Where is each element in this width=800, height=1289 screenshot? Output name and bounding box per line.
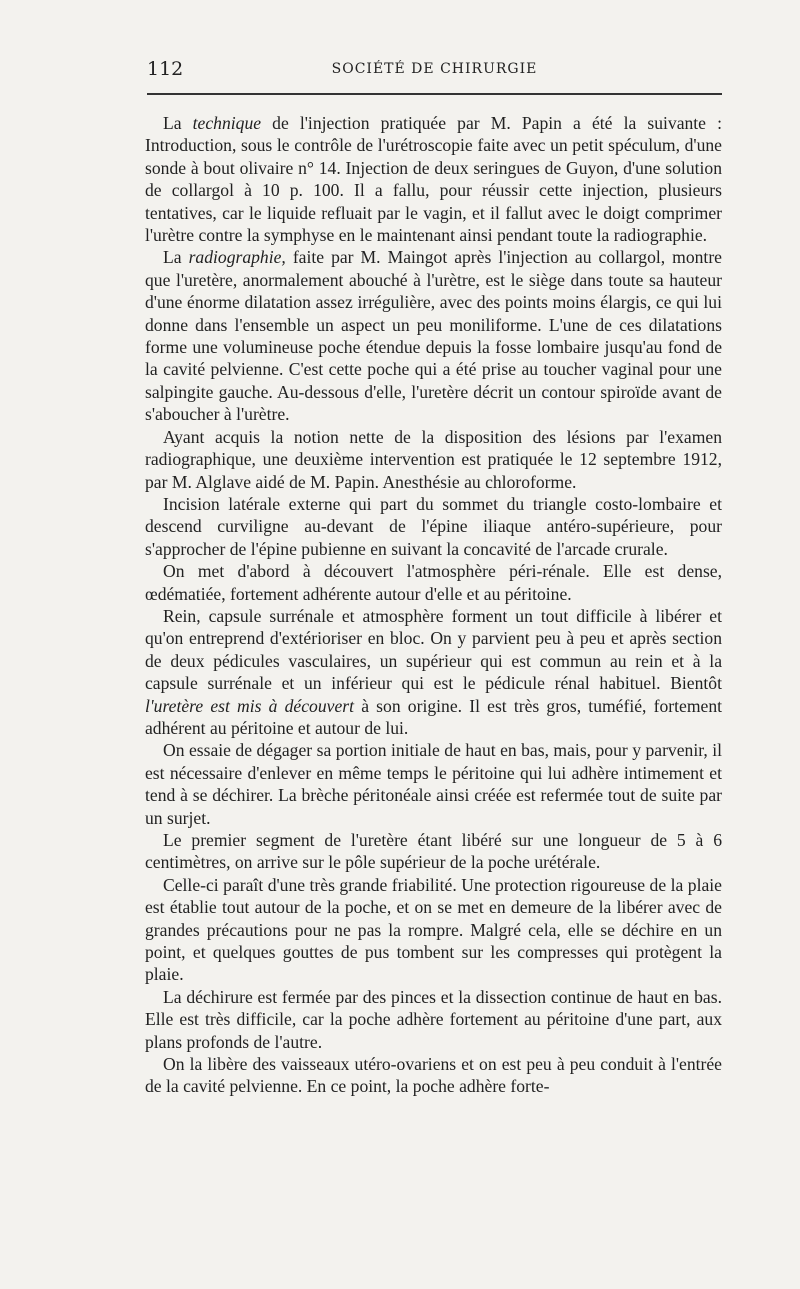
running-title: SOCIÉTÉ DE CHIRURGIE — [331, 61, 538, 77]
paragraph: La radiographie, faite par M. Maingot après l'injection au collargol, montre que l'uretère, anormalement abouché à l'urètre, est le siège dans toute sa hauteur d'une énorme dilatation assez irrégulière, avec des points moins élargis, ce qui lui donne dans l'ensemble un aspect un peu moniliforme. L'une de ces dilatations forme une volumineuse poche étendue depuis la fosse lombaire jusqu'au fond de la cavité pelvienne. C'est cette poche qui a été prise au toucher vaginal pour une salpingite gauche. Au-dessous d'elle, l'uretère décrit un contour spiroïde avant de s'aboucher à l'urètre. — [145, 247, 722, 425]
paragraph: On met d'abord à découvert l'atmosphère péri-rénale. Elle est dense, œdématiée, fortement adhérente autour d'elle et au péritoine. — [145, 561, 722, 604]
body-text — [145, 112, 722, 1098]
page-header — [147, 58, 722, 84]
header-rule — [147, 93, 722, 95]
paragraph: Le premier segment de l'uretère étant libéré sur une longueur de 5 à 6 centimètres, on arrive sur le pôle supérieur de la poche urétérale. — [145, 830, 722, 873]
paragraph: Ayant acquis la notion nette de la disposition des lésions par l'examen radiographique, une deuxième intervention est pratiquée le 12 septembre 1912, par M. Alglave aidé de M. Papin. Anesthésie au chloroforme. — [145, 426, 722, 492]
paragraph: La déchirure est fermée par des pinces et la dissection continue de haut en bas. Elle est très difficile, car la poche adhère fortement au péritoine d'une part, aux plans profonds de l'autre. — [145, 986, 722, 1052]
paragraph: Celle-ci paraît d'une très grande friabilité. Une protection rigoureuse de la plaie est établie tout autour de la poche, et on se met en demeure de la libérer avec de grandes précautions pour ne pas la rompre. Malgré cela, elle se déchire en un point, et quelques gouttes de pus tombent sur les compresses qui protègent la plaie. — [145, 874, 722, 985]
paragraph: La technique de l'injection pratiquée par M. Papin a été la suivante : Introduction, sous le contrôle de l'urétroscopie faite avec un petit spéculum, d'une sonde à bout olivaire n° 14. Injection de deux seringues de Guyon, d'une solution de collargol à 10 p. 100. Il a fallu, pour réussir cette injection, plusieurs tentatives, car le liquide refluait par le vagin, et il fallut avec le doigt comprimer l'urètre contre la symphyse en le maintenant ainsi pendant toute la radiographie. — [145, 113, 722, 246]
paragraph: On essaie de dégager sa portion initiale de haut en bas, mais, pour y parvenir, il est nécessaire d'enlever en même temps le péritoine qui lui adhère intimement et tend à se déchirer. La brèche péritonéale ainsi créée est refermée tout de suite par un surjet. — [145, 740, 722, 828]
page-number: 112 — [147, 58, 184, 80]
paragraph: Rein, capsule surrénale et atmosphère forment un tout difficile à libérer et qu'on entreprend d'extérioriser en bloc. On y parvient peu à peu et après section de deux pédicules vasculaires, un supérieur qui est commun au rein et à la capsule surrénale et un inférieur qui est le pédicule rénal habituel. Bientôt l'uretère est mis à découvert à son origine. Il est très gros, tuméfié, fortement adhérent au péritoine et autour de lui. — [145, 605, 723, 738]
paragraph: On la libère des vaisseaux utéro-ovariens et on est peu à peu conduit à l'entrée de la cavité pelvienne. En ce point, la poche adhère forte- — [145, 1054, 722, 1097]
paragraph: Incision latérale externe qui part du sommet du triangle costo-lombaire et descend curviligne au-devant de l'épine iliaque antéro-supérieure, pour s'approcher de l'épine pubienne en suivant la concavité de l'arcade crurale. — [145, 493, 722, 559]
